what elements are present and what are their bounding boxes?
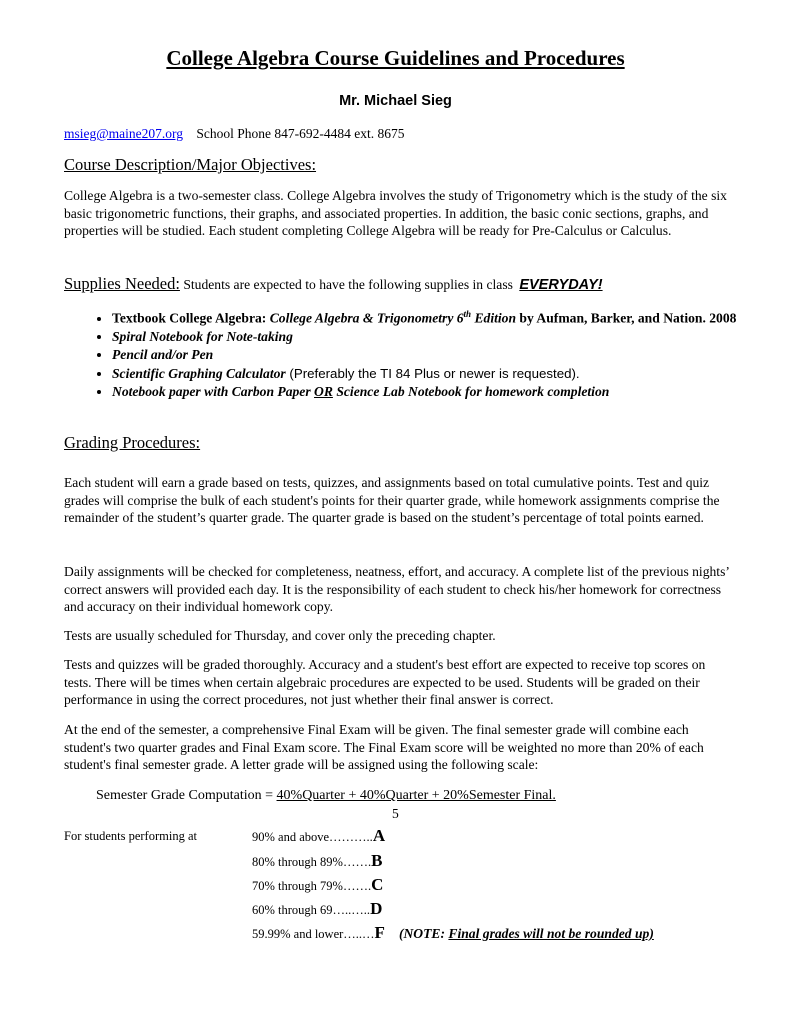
- note-prefix: (NOTE:: [398, 926, 449, 941]
- notebook-text: Spiral Notebook for Note-taking: [112, 328, 293, 344]
- list-item-textbook: [112, 305, 752, 328]
- pencil-text: Pencil and/or Pen: [112, 347, 214, 363]
- grading-paragraph-5: At the end of the semester, a comprehensive Final Exam will be given. The final semester grade will combine each student's two quarter grades and Final Exam score. The Final Exam score will be weighted no more than 20% of each student's final semester grade. A letter grade will be assigned using the following scale:: [64, 722, 704, 773]
- formula-denominator: 5: [392, 806, 399, 821]
- scale-row-f: [252, 923, 654, 943]
- scale-range: 90% and above………..: [252, 830, 373, 844]
- grading-paragraph-4: Tests and quizzes will be graded thoroughly. Accuracy and a student's best effort are expected to receive top scores on tests. There will be times when certain algebraic procedures are expected to be used. Students will be graded on their performance in using the correct procedures, not just whether their final answer is correct.: [64, 657, 706, 708]
- author-name: Mr. Michael Sieg: [339, 93, 452, 109]
- course-description-heading: Course Description/Major Objectives:: [64, 155, 317, 174]
- grade-formula: [96, 788, 556, 804]
- grading-heading: Grading Procedures:: [64, 433, 201, 452]
- formula-expression: 40%Quarter + 40%Quarter + 20%Semester Final.: [276, 788, 556, 803]
- paper-text-b: Science Lab Notebook for homework completion: [332, 384, 610, 400]
- scale-grade: B: [371, 851, 383, 870]
- scale-row-a: [252, 826, 385, 846]
- scale-row-c: [252, 875, 383, 895]
- textbook-authors: by Aufman, Barker, and Nation. 2008: [516, 310, 737, 326]
- paper-or: OR: [314, 384, 333, 400]
- scale-row-d: [252, 899, 382, 919]
- list-item-paper: [112, 383, 752, 401]
- contact-line: [64, 126, 405, 142]
- grading-paragraph-1: Each student will earn a grade based on tests, quizzes, and assignments based on total cumulative points. Test and quiz grades will comprise the bulk of each student's points for their quarter grade, while homework assignments comprise the remainder of the student’s quarter grade. The quarter grade is based on the student’s percentage of total points earned.: [64, 475, 720, 526]
- scale-grade: F: [374, 923, 385, 942]
- scale-label: For students performing at: [64, 829, 197, 843]
- supplies-intro-line: [64, 274, 603, 294]
- course-description-text: College Algebra is a two-semester class. College Algebra involves the study of Trigonometry which is the study of the six basic trigonometric functions, their graphs, and associated properties. In addition, the basic conic sections, graphs, and properties will be studied. Each student completing College Algebra will be ready for Pre-Calculus or Calculus.: [64, 188, 727, 239]
- supplies-list: [88, 305, 752, 402]
- email-link[interactable]: msieg@maine207.org: [64, 126, 184, 141]
- scale-range: 60% through 69…..…..: [252, 903, 371, 917]
- scale-range: 70% through 79%…….: [252, 879, 372, 893]
- school-phone: School Phone 847-692-4484 ext. 8675: [196, 126, 405, 141]
- textbook-edition: Edition: [471, 310, 517, 326]
- supplies-intro-text: Students are expected to have the following supplies in class: [179, 277, 517, 292]
- rounding-note: [399, 926, 654, 941]
- calculator-name: Scientific Graphing Calculator: [112, 365, 286, 381]
- scale-row-b: [252, 851, 382, 871]
- paper-text-a: Notebook paper with Carbon Paper: [112, 384, 315, 400]
- calculator-note: (Preferably the TI 84 Plus or newer is requested).: [285, 365, 580, 381]
- scale-grade: C: [371, 875, 384, 894]
- scale-grade: A: [372, 826, 386, 845]
- textbook-title: College Algebra & Trigonometry 6: [269, 310, 464, 326]
- note-text: Final grades will not be rounded up): [448, 926, 654, 941]
- everyday-emphasis: EVERYDAY!: [519, 277, 603, 293]
- textbook-label: Textbook College Algebra:: [112, 310, 270, 326]
- scale-range: 59.99% and lower…..…: [252, 927, 375, 941]
- supplies-heading: Supplies Needed:: [64, 274, 180, 293]
- list-item-notebook: [112, 328, 752, 346]
- document-title: College Algebra Course Guidelines and Procedures: [166, 46, 625, 70]
- grading-paragraph-2: Daily assignments will be checked for completeness, neatness, effort, and accuracy. A complete list of the previous nights’ correct answers will provided each day. It is the responsibility of each student to check his/her homework for correctness and accuracy on their individual homework copy.: [64, 564, 729, 615]
- list-item-pencil: [112, 346, 752, 364]
- grading-paragraph-3: Tests are usually scheduled for Thursday, and cover only the preceding chapter.: [64, 628, 496, 643]
- formula-label: Semester Grade Computation =: [96, 788, 277, 803]
- scale-grade: D: [370, 899, 383, 918]
- list-item-calculator: [112, 365, 752, 383]
- scale-range: 80% through 89%…….: [252, 855, 372, 869]
- textbook-superscript: th: [463, 309, 472, 319]
